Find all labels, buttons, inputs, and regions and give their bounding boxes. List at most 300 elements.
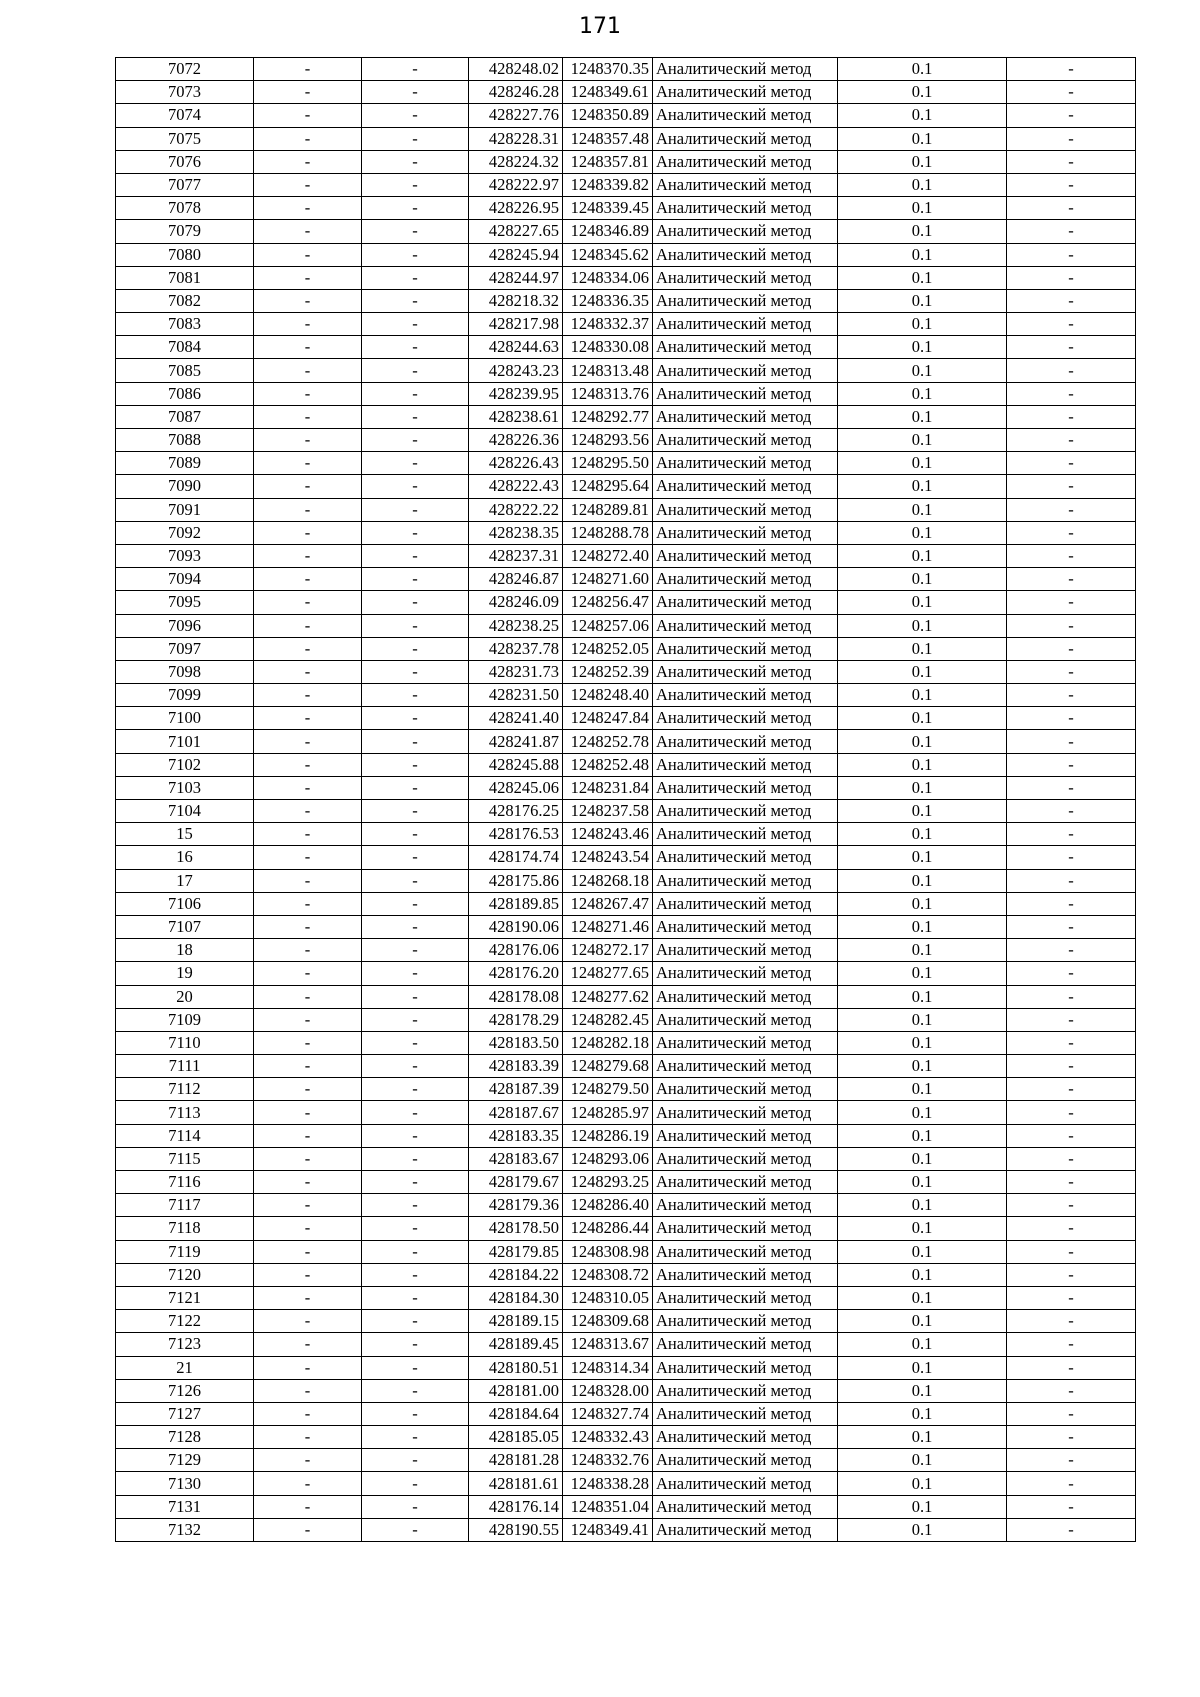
- precision-cell: 0.1: [838, 637, 1007, 660]
- precision-cell: 0.1: [838, 58, 1007, 81]
- table-row: [116, 776, 1136, 799]
- table-row: [116, 382, 1136, 405]
- method-cell: Аналитический метод: [653, 243, 838, 266]
- empty-cell: -: [362, 776, 469, 799]
- table-row: [116, 359, 1136, 382]
- empty-cell: -: [362, 243, 469, 266]
- table-row: [116, 521, 1136, 544]
- table-row: [116, 1240, 1136, 1263]
- method-cell: Аналитический метод: [653, 1147, 838, 1170]
- empty-cell: -: [1007, 1217, 1136, 1240]
- x-coordinate-cell: 428227.65: [469, 220, 563, 243]
- table-row: [116, 150, 1136, 173]
- empty-cell: -: [1007, 150, 1136, 173]
- precision-cell: 0.1: [838, 730, 1007, 753]
- x-coordinate-cell: 428179.36: [469, 1194, 563, 1217]
- precision-cell: 0.1: [838, 1240, 1007, 1263]
- y-coordinate-cell: 1248349.61: [563, 81, 653, 104]
- x-coordinate-cell: 428175.86: [469, 869, 563, 892]
- empty-cell: -: [254, 405, 362, 428]
- empty-cell: -: [1007, 521, 1136, 544]
- empty-cell: -: [254, 1055, 362, 1078]
- empty-cell: -: [254, 382, 362, 405]
- x-coordinate-cell: 428190.55: [469, 1518, 563, 1541]
- method-cell: Аналитический метод: [653, 1379, 838, 1402]
- empty-cell: -: [254, 452, 362, 475]
- empty-cell: -: [1007, 104, 1136, 127]
- x-coordinate-cell: 428176.25: [469, 800, 563, 823]
- empty-cell: -: [1007, 1171, 1136, 1194]
- y-coordinate-cell: 1248256.47: [563, 591, 653, 614]
- method-cell: Аналитический метод: [653, 1055, 838, 1078]
- point-id-cell: 7103: [116, 776, 254, 799]
- point-id-cell: 7101: [116, 730, 254, 753]
- method-cell: Аналитический метод: [653, 173, 838, 196]
- empty-cell: -: [1007, 544, 1136, 567]
- table-row: [116, 58, 1136, 81]
- empty-cell: -: [362, 452, 469, 475]
- empty-cell: -: [362, 359, 469, 382]
- point-id-cell: 7098: [116, 660, 254, 683]
- precision-cell: 0.1: [838, 846, 1007, 869]
- point-id-cell: 18: [116, 939, 254, 962]
- method-cell: Аналитический метод: [653, 869, 838, 892]
- empty-cell: -: [254, 1263, 362, 1286]
- x-coordinate-cell: 428184.64: [469, 1402, 563, 1425]
- y-coordinate-cell: 1248243.46: [563, 823, 653, 846]
- point-id-cell: 7102: [116, 753, 254, 776]
- y-coordinate-cell: 1248279.68: [563, 1055, 653, 1078]
- precision-cell: 0.1: [838, 197, 1007, 220]
- point-id-cell: 16: [116, 846, 254, 869]
- empty-cell: -: [362, 846, 469, 869]
- empty-cell: -: [362, 730, 469, 753]
- y-coordinate-cell: 1248252.78: [563, 730, 653, 753]
- empty-cell: -: [254, 150, 362, 173]
- empty-cell: -: [1007, 568, 1136, 591]
- empty-cell: -: [362, 1078, 469, 1101]
- x-coordinate-cell: 428217.98: [469, 313, 563, 336]
- point-id-cell: 7100: [116, 707, 254, 730]
- precision-cell: 0.1: [838, 1449, 1007, 1472]
- table-row: [116, 1147, 1136, 1170]
- precision-cell: 0.1: [838, 1078, 1007, 1101]
- x-coordinate-cell: 428179.67: [469, 1171, 563, 1194]
- empty-cell: -: [362, 220, 469, 243]
- y-coordinate-cell: 1248313.48: [563, 359, 653, 382]
- precision-cell: 0.1: [838, 823, 1007, 846]
- empty-cell: -: [254, 985, 362, 1008]
- empty-cell: -: [1007, 1263, 1136, 1286]
- y-coordinate-cell: 1248282.45: [563, 1008, 653, 1031]
- empty-cell: -: [254, 220, 362, 243]
- precision-cell: 0.1: [838, 452, 1007, 475]
- empty-cell: -: [1007, 1240, 1136, 1263]
- empty-cell: -: [254, 1171, 362, 1194]
- method-cell: Аналитический метод: [653, 58, 838, 81]
- table-row: [116, 591, 1136, 614]
- precision-cell: 0.1: [838, 1147, 1007, 1170]
- precision-cell: 0.1: [838, 800, 1007, 823]
- method-cell: Аналитический метод: [653, 1286, 838, 1309]
- y-coordinate-cell: 1248285.97: [563, 1101, 653, 1124]
- precision-cell: 0.1: [838, 289, 1007, 312]
- method-cell: Аналитический метод: [653, 776, 838, 799]
- empty-cell: -: [1007, 1194, 1136, 1217]
- point-id-cell: 7090: [116, 475, 254, 498]
- empty-cell: -: [1007, 846, 1136, 869]
- empty-cell: -: [1007, 220, 1136, 243]
- method-cell: Аналитический метод: [653, 1495, 838, 1518]
- y-coordinate-cell: 1248313.67: [563, 1333, 653, 1356]
- point-id-cell: 7117: [116, 1194, 254, 1217]
- table-row: [116, 1310, 1136, 1333]
- empty-cell: -: [362, 1310, 469, 1333]
- precision-cell: 0.1: [838, 81, 1007, 104]
- empty-cell: -: [362, 985, 469, 1008]
- empty-cell: -: [1007, 915, 1136, 938]
- y-coordinate-cell: 1248293.56: [563, 429, 653, 452]
- table-row: [116, 1356, 1136, 1379]
- empty-cell: -: [254, 637, 362, 660]
- precision-cell: 0.1: [838, 498, 1007, 521]
- y-coordinate-cell: 1248313.76: [563, 382, 653, 405]
- method-cell: Аналитический метод: [653, 1101, 838, 1124]
- empty-cell: -: [362, 1101, 469, 1124]
- method-cell: Аналитический метод: [653, 1402, 838, 1425]
- point-id-cell: 7079: [116, 220, 254, 243]
- empty-cell: -: [362, 150, 469, 173]
- x-coordinate-cell: 428245.88: [469, 753, 563, 776]
- x-coordinate-cell: 428184.22: [469, 1263, 563, 1286]
- table-row: [116, 127, 1136, 150]
- empty-cell: -: [362, 289, 469, 312]
- point-id-cell: 7082: [116, 289, 254, 312]
- point-id-cell: 7089: [116, 452, 254, 475]
- y-coordinate-cell: 1248286.19: [563, 1124, 653, 1147]
- empty-cell: -: [254, 58, 362, 81]
- empty-cell: -: [1007, 1449, 1136, 1472]
- precision-cell: 0.1: [838, 1356, 1007, 1379]
- x-coordinate-cell: 428238.35: [469, 521, 563, 544]
- empty-cell: -: [254, 173, 362, 196]
- method-cell: Аналитический метод: [653, 1008, 838, 1031]
- x-coordinate-cell: 428246.28: [469, 81, 563, 104]
- empty-cell: -: [254, 266, 362, 289]
- empty-cell: -: [1007, 266, 1136, 289]
- precision-cell: 0.1: [838, 1124, 1007, 1147]
- point-id-cell: 7076: [116, 150, 254, 173]
- empty-cell: -: [362, 1449, 469, 1472]
- point-id-cell: 7129: [116, 1449, 254, 1472]
- precision-cell: 0.1: [838, 1101, 1007, 1124]
- point-id-cell: 7087: [116, 405, 254, 428]
- table-row: [116, 289, 1136, 312]
- x-coordinate-cell: 428187.39: [469, 1078, 563, 1101]
- table-row: [116, 1402, 1136, 1425]
- empty-cell: -: [254, 1031, 362, 1054]
- precision-cell: 0.1: [838, 707, 1007, 730]
- empty-cell: -: [362, 313, 469, 336]
- precision-cell: 0.1: [838, 1194, 1007, 1217]
- table-row: [116, 730, 1136, 753]
- empty-cell: -: [1007, 127, 1136, 150]
- y-coordinate-cell: 1248279.50: [563, 1078, 653, 1101]
- table-row: [116, 544, 1136, 567]
- method-cell: Аналитический метод: [653, 915, 838, 938]
- empty-cell: -: [1007, 1402, 1136, 1425]
- empty-cell: -: [362, 1008, 469, 1031]
- empty-cell: -: [1007, 81, 1136, 104]
- empty-cell: -: [1007, 614, 1136, 637]
- x-coordinate-cell: 428241.87: [469, 730, 563, 753]
- point-id-cell: 7086: [116, 382, 254, 405]
- empty-cell: -: [1007, 707, 1136, 730]
- method-cell: Аналитический метод: [653, 660, 838, 683]
- empty-cell: -: [362, 1379, 469, 1402]
- method-cell: Аналитический метод: [653, 81, 838, 104]
- empty-cell: -: [362, 823, 469, 846]
- point-id-cell: 7118: [116, 1217, 254, 1240]
- table-row: [116, 81, 1136, 104]
- point-id-cell: 7085: [116, 359, 254, 382]
- empty-cell: -: [362, 800, 469, 823]
- method-cell: Аналитический метод: [653, 591, 838, 614]
- empty-cell: -: [1007, 800, 1136, 823]
- empty-cell: -: [254, 289, 362, 312]
- empty-cell: -: [1007, 173, 1136, 196]
- empty-cell: -: [1007, 776, 1136, 799]
- empty-cell: -: [254, 1518, 362, 1541]
- method-cell: Аналитический метод: [653, 220, 838, 243]
- precision-cell: 0.1: [838, 1333, 1007, 1356]
- empty-cell: -: [362, 58, 469, 81]
- empty-cell: -: [254, 591, 362, 614]
- empty-cell: -: [1007, 289, 1136, 312]
- table-row: [116, 1333, 1136, 1356]
- empty-cell: -: [254, 892, 362, 915]
- point-id-cell: 7099: [116, 684, 254, 707]
- precision-cell: 0.1: [838, 405, 1007, 428]
- empty-cell: -: [254, 1101, 362, 1124]
- empty-cell: -: [362, 405, 469, 428]
- empty-cell: -: [362, 1333, 469, 1356]
- empty-cell: -: [254, 962, 362, 985]
- y-coordinate-cell: 1248310.05: [563, 1286, 653, 1309]
- point-id-cell: 7077: [116, 173, 254, 196]
- point-id-cell: 7080: [116, 243, 254, 266]
- empty-cell: -: [254, 336, 362, 359]
- point-id-cell: 7131: [116, 1495, 254, 1518]
- empty-cell: -: [254, 1194, 362, 1217]
- empty-cell: -: [254, 846, 362, 869]
- x-coordinate-cell: 428189.85: [469, 892, 563, 915]
- y-coordinate-cell: 1248267.47: [563, 892, 653, 915]
- table-row: [116, 1518, 1136, 1541]
- empty-cell: -: [362, 336, 469, 359]
- table-row: [116, 800, 1136, 823]
- empty-cell: -: [254, 498, 362, 521]
- y-coordinate-cell: 1248286.44: [563, 1217, 653, 1240]
- y-coordinate-cell: 1248286.40: [563, 1194, 653, 1217]
- empty-cell: -: [362, 81, 469, 104]
- x-coordinate-cell: 428218.32: [469, 289, 563, 312]
- empty-cell: -: [362, 939, 469, 962]
- empty-cell: -: [254, 1472, 362, 1495]
- x-coordinate-cell: 428181.00: [469, 1379, 563, 1402]
- empty-cell: -: [254, 104, 362, 127]
- table-row: [116, 846, 1136, 869]
- method-cell: Аналитический метод: [653, 1124, 838, 1147]
- empty-cell: -: [362, 892, 469, 915]
- empty-cell: -: [1007, 313, 1136, 336]
- y-coordinate-cell: 1248288.78: [563, 521, 653, 544]
- precision-cell: 0.1: [838, 684, 1007, 707]
- y-coordinate-cell: 1248272.40: [563, 544, 653, 567]
- point-id-cell: 7127: [116, 1402, 254, 1425]
- precision-cell: 0.1: [838, 521, 1007, 544]
- x-coordinate-cell: 428248.02: [469, 58, 563, 81]
- precision-cell: 0.1: [838, 1518, 1007, 1541]
- empty-cell: -: [254, 800, 362, 823]
- empty-cell: -: [362, 173, 469, 196]
- empty-cell: -: [254, 1495, 362, 1518]
- table-row: [116, 753, 1136, 776]
- precision-cell: 0.1: [838, 1263, 1007, 1286]
- method-cell: Аналитический метод: [653, 336, 838, 359]
- empty-cell: -: [1007, 1310, 1136, 1333]
- empty-cell: -: [1007, 637, 1136, 660]
- empty-cell: -: [254, 869, 362, 892]
- method-cell: Аналитический метод: [653, 266, 838, 289]
- table-row: [116, 220, 1136, 243]
- precision-cell: 0.1: [838, 544, 1007, 567]
- y-coordinate-cell: 1248293.25: [563, 1171, 653, 1194]
- y-coordinate-cell: 1248336.35: [563, 289, 653, 312]
- y-coordinate-cell: 1248248.40: [563, 684, 653, 707]
- y-coordinate-cell: 1248309.68: [563, 1310, 653, 1333]
- empty-cell: -: [362, 1147, 469, 1170]
- table-row: [116, 1286, 1136, 1309]
- empty-cell: -: [362, 104, 469, 127]
- precision-cell: 0.1: [838, 660, 1007, 683]
- empty-cell: -: [254, 359, 362, 382]
- x-coordinate-cell: 428245.06: [469, 776, 563, 799]
- table-row: [116, 1472, 1136, 1495]
- y-coordinate-cell: 1248327.74: [563, 1402, 653, 1425]
- x-coordinate-cell: 428178.29: [469, 1008, 563, 1031]
- y-coordinate-cell: 1248292.77: [563, 405, 653, 428]
- method-cell: Аналитический метод: [653, 939, 838, 962]
- x-coordinate-cell: 428228.31: [469, 127, 563, 150]
- y-coordinate-cell: 1248328.00: [563, 1379, 653, 1402]
- point-id-cell: 7092: [116, 521, 254, 544]
- y-coordinate-cell: 1248370.35: [563, 58, 653, 81]
- empty-cell: -: [254, 1426, 362, 1449]
- precision-cell: 0.1: [838, 359, 1007, 382]
- empty-cell: -: [254, 614, 362, 637]
- empty-cell: -: [254, 1286, 362, 1309]
- method-cell: Аналитический метод: [653, 127, 838, 150]
- table-row: [116, 660, 1136, 683]
- x-coordinate-cell: 428184.30: [469, 1286, 563, 1309]
- y-coordinate-cell: 1248252.39: [563, 660, 653, 683]
- table-row: [116, 1078, 1136, 1101]
- y-coordinate-cell: 1248252.48: [563, 753, 653, 776]
- precision-cell: 0.1: [838, 1286, 1007, 1309]
- empty-cell: -: [1007, 452, 1136, 475]
- precision-cell: 0.1: [838, 915, 1007, 938]
- x-coordinate-cell: 428183.39: [469, 1055, 563, 1078]
- x-coordinate-cell: 428245.94: [469, 243, 563, 266]
- precision-cell: 0.1: [838, 614, 1007, 637]
- empty-cell: -: [1007, 1518, 1136, 1541]
- method-cell: Аналитический метод: [653, 382, 838, 405]
- table-row: [116, 1379, 1136, 1402]
- empty-cell: -: [362, 1263, 469, 1286]
- empty-cell: -: [1007, 1333, 1136, 1356]
- empty-cell: -: [362, 707, 469, 730]
- empty-cell: -: [1007, 1078, 1136, 1101]
- empty-cell: -: [1007, 892, 1136, 915]
- empty-cell: -: [254, 753, 362, 776]
- method-cell: Аналитический метод: [653, 1356, 838, 1379]
- y-coordinate-cell: 1248308.72: [563, 1263, 653, 1286]
- empty-cell: -: [362, 544, 469, 567]
- method-cell: Аналитический метод: [653, 823, 838, 846]
- table-row: [116, 684, 1136, 707]
- method-cell: Аналитический метод: [653, 846, 838, 869]
- y-coordinate-cell: 1248351.04: [563, 1495, 653, 1518]
- empty-cell: -: [362, 1426, 469, 1449]
- empty-cell: -: [1007, 985, 1136, 1008]
- empty-cell: -: [254, 429, 362, 452]
- empty-cell: -: [1007, 730, 1136, 753]
- precision-cell: 0.1: [838, 962, 1007, 985]
- point-id-cell: 7073: [116, 81, 254, 104]
- x-coordinate-cell: 428226.36: [469, 429, 563, 452]
- empty-cell: -: [1007, 475, 1136, 498]
- empty-cell: -: [362, 429, 469, 452]
- table-row: [116, 313, 1136, 336]
- empty-cell: -: [362, 869, 469, 892]
- y-coordinate-cell: 1248339.45: [563, 197, 653, 220]
- empty-cell: -: [362, 1194, 469, 1217]
- empty-cell: -: [362, 684, 469, 707]
- empty-cell: -: [1007, 1008, 1136, 1031]
- coordinates-table: [115, 57, 1136, 1542]
- empty-cell: -: [1007, 197, 1136, 220]
- table-body: [116, 58, 1136, 1542]
- method-cell: Аналитический метод: [653, 1333, 838, 1356]
- precision-cell: 0.1: [838, 1426, 1007, 1449]
- table-row: [116, 498, 1136, 521]
- precision-cell: 0.1: [838, 1008, 1007, 1031]
- y-coordinate-cell: 1248295.64: [563, 475, 653, 498]
- method-cell: Аналитический метод: [653, 1449, 838, 1472]
- x-coordinate-cell: 428246.09: [469, 591, 563, 614]
- method-cell: Аналитический метод: [653, 544, 838, 567]
- y-coordinate-cell: 1248350.89: [563, 104, 653, 127]
- y-coordinate-cell: 1248332.37: [563, 313, 653, 336]
- x-coordinate-cell: 428183.35: [469, 1124, 563, 1147]
- table-row: [116, 1171, 1136, 1194]
- y-coordinate-cell: 1248334.06: [563, 266, 653, 289]
- empty-cell: -: [254, 660, 362, 683]
- point-id-cell: 7119: [116, 1240, 254, 1263]
- precision-cell: 0.1: [838, 1031, 1007, 1054]
- point-id-cell: 7110: [116, 1031, 254, 1054]
